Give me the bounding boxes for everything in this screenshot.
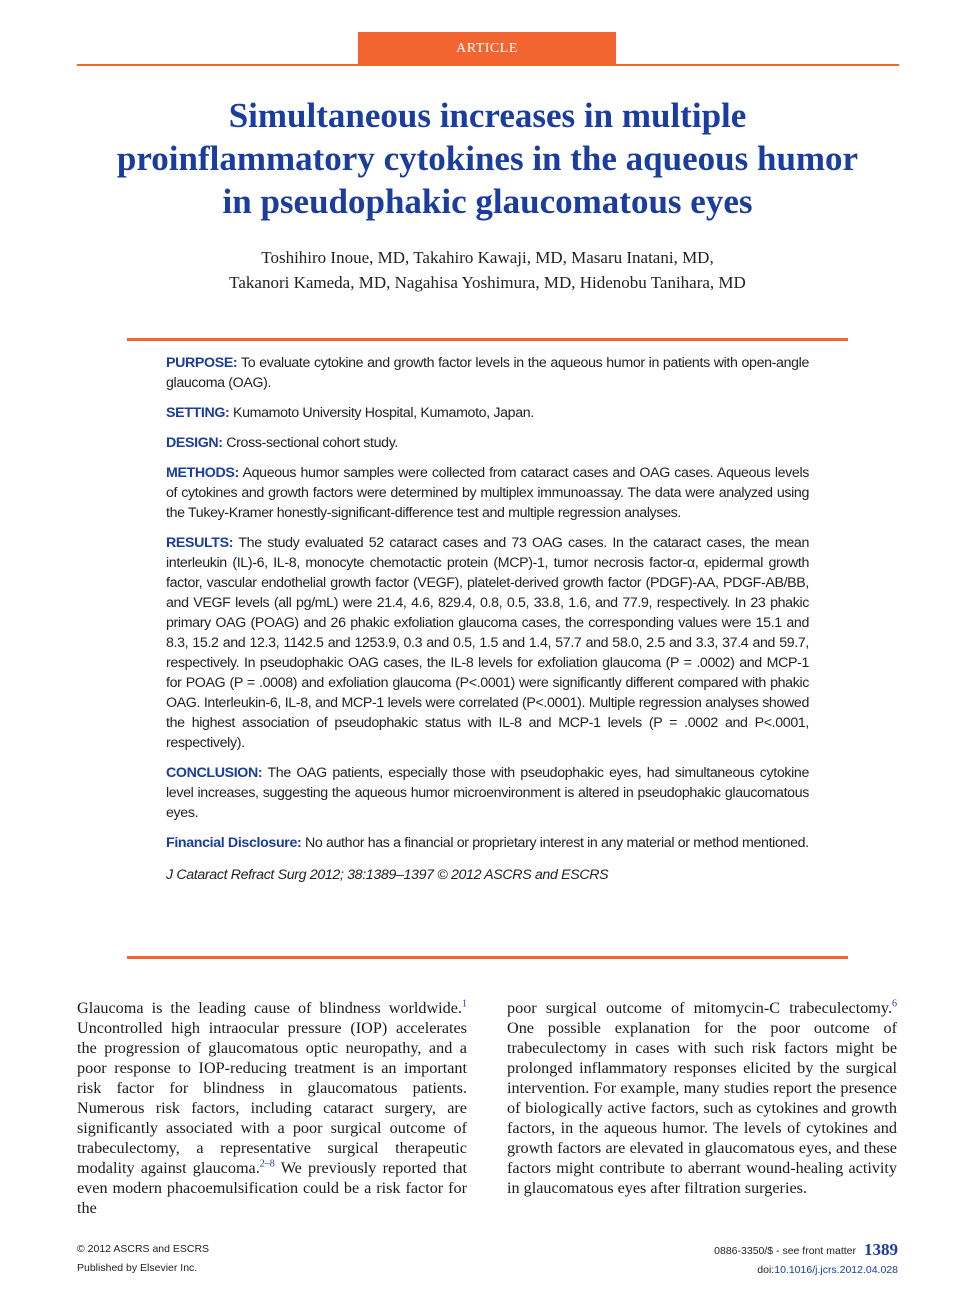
footer-left <box>77 1240 209 1278</box>
body-left-text-b: Uncontrolled high intraocular pressure (IOP) accelerates the progression of glaucomatous optic neuropathy, and a poor response to IOP-reducing treatment is an important risk factor for blindness in glaucomatous patients. Numerous risk factors, including cataract surgery, are significantly associated with a poor surgical outcome of trabeculectomy, a representative surgical therapeutic modality against glaucoma. <box>77 1019 467 1177</box>
page-number: 1389 <box>864 1240 898 1259</box>
abstract-setting <box>166 403 809 423</box>
methods-text: Aqueous humor samples were collected from cataract cases and OAG cases. Aqueous levels of cytokines and growth factors were determined by multiplex immunoassay. The data were analyzed using the Tukey-Kramer honestly-significant-difference test and multiple regression analyses. <box>166 465 809 521</box>
journal-citation: J Cataract Refract Surg 2012; 38:1389–1397 © 2012 ASCRS and ESCRS <box>166 867 609 883</box>
abstract-purpose <box>166 353 809 393</box>
abstract <box>166 353 809 895</box>
footer-issn: 0886-3350/$ - see front matter <box>714 1245 856 1257</box>
footer-publisher: Published by Elsevier Inc. <box>77 1262 198 1274</box>
conclusion-heading: CONCLUSION: <box>166 765 263 781</box>
body-right-text-b: One possible explanation for the poor outcome of trabeculectomy in cases with such risk factors might be prolonged inflammatory responses elicited by the surgical intervention. For example, many studies report the presence of biologically active factors, such as cytokines and growth factors, in the aqueous humor. The levels of cytokines and growth factors are elevated in glaucomatous eyes, and these factors might contribute to aberrant wound-healing activity in glaucomatous eyes after filtration surgeries. <box>507 1019 897 1197</box>
results-text: The study evaluated 52 cataract cases and 73 OAG cases. In the cataract cases, the mean interleukin (IL)-6, IL-8, monocyte chemotactic protein (MCP)-1, tumor necrosis factor-α, epidermal growth factor, vascular endothelial growth factor (VEGF), platelet-derived growth factor (PDGF)-AA, PDGF-AB/BB, and VEGF levels (all pg/mL) were 21.4, 4.6, 829.4, 0.8, 0.5, 33.8, 1.6, and 77.9, respectively. In 23 phakic primary OAG (POAG) and 26 phakic exfoliation glaucoma cases, the corresponding values were 15.1 and 8.3, 15.2 and 12.3, 1142.5 and 1253.9, 0.3 and 0.5, 1.5 and 1.4, 57.7 and 58.0, 2.5 and 3.3, 37.4 and 59.7, respectively. In pseudophakic OAG cases, the IL-8 levels for exfoliation glaucoma (P = .0002) and MCP-1 for POAG (P = .0008) and exfoliation glaucoma (P<.0001) were significantly different compared with phakic OAG. Interleukin-6, IL-8, and MCP-1 levels were correlated (P<.0001). Multiple regression analyses showed the highest association of pseudophakic status with IL-8 and MCP-1 levels (P = .0002 and P<.0001, respectively). <box>166 535 809 751</box>
body-column-right <box>507 998 897 1198</box>
article-type-tag: ARTICLE <box>358 32 616 65</box>
abstract-conclusion <box>166 763 809 823</box>
disclosure-heading: Financial Disclosure: <box>166 835 302 851</box>
purpose-text: To evaluate cytokine and growth factor levels in the aqueous humor in patients with open-angle glaucoma (OAG). <box>166 355 809 391</box>
purpose-heading: PURPOSE: <box>166 355 238 371</box>
abstract-bottom-rule <box>127 956 848 959</box>
author-list <box>100 245 875 295</box>
header-rule <box>77 64 899 66</box>
abstract-top-rule <box>127 338 848 341</box>
body-left-text-c: We previously reported that even modern phacoemulsification could be a risk factor for the <box>77 1159 467 1217</box>
footer-copyright: © 2012 ASCRS and ESCRS <box>77 1243 210 1255</box>
reference-link[interactable]: 6 <box>892 998 897 1010</box>
setting-heading: SETTING: <box>166 405 230 421</box>
article-title: Simultaneous increases in multiple proinflammatory cytokines in the aqueous humor in pseudophakic glaucomatous eyes <box>116 96 859 221</box>
reference-link[interactable]: 2–8 <box>259 1158 275 1170</box>
setting-text: Kumamoto University Hospital, Kumamoto, Japan. <box>233 405 534 421</box>
authors-line-2: Takanori Kameda, MD, Nagahisa Yoshimura, MD, Hidenobu Tanihara, MD <box>229 273 746 292</box>
footer-right <box>598 1240 898 1280</box>
abstract-disclosure <box>166 833 809 853</box>
footer-doi-line <box>598 1261 898 1280</box>
footer-issn-line <box>598 1240 898 1261</box>
body-paragraph-right <box>507 998 897 1198</box>
authors-line-1: Toshihiro Inoue, MD, Takahiro Kawaji, MD, Masaru Inatani, MD, <box>261 248 714 267</box>
results-heading: RESULTS: <box>166 535 234 551</box>
abstract-results <box>166 533 809 753</box>
conclusion-text: The OAG patients, especially those with pseudophakic eyes, had simultaneous cytokine level increases, suggesting the aqueous humor microenvironment is altered in pseudophakic glaucomatous eyes. <box>166 765 809 821</box>
body-column-left <box>77 998 467 1218</box>
methods-heading: METHODS: <box>166 465 239 481</box>
doi-link[interactable]: 10.1016/j.jcrs.2012.04.028 <box>774 1264 898 1276</box>
reference-link[interactable]: 1 <box>462 998 467 1010</box>
disclosure-text: No author has a financial or proprietary interest in any material or method mentioned. <box>304 835 809 851</box>
design-heading: DESIGN: <box>166 435 223 451</box>
abstract-methods <box>166 463 809 523</box>
abstract-design <box>166 433 809 453</box>
body-left-text-a: Glaucoma is the leading cause of blindness worldwide. <box>77 999 462 1017</box>
body-paragraph-left <box>77 998 467 1218</box>
body-right-text-a: poor surgical outcome of mitomycin-C trabeculectomy. <box>507 999 892 1017</box>
doi-label: doi: <box>757 1264 775 1276</box>
design-text: Cross-sectional cohort study. <box>226 435 398 451</box>
